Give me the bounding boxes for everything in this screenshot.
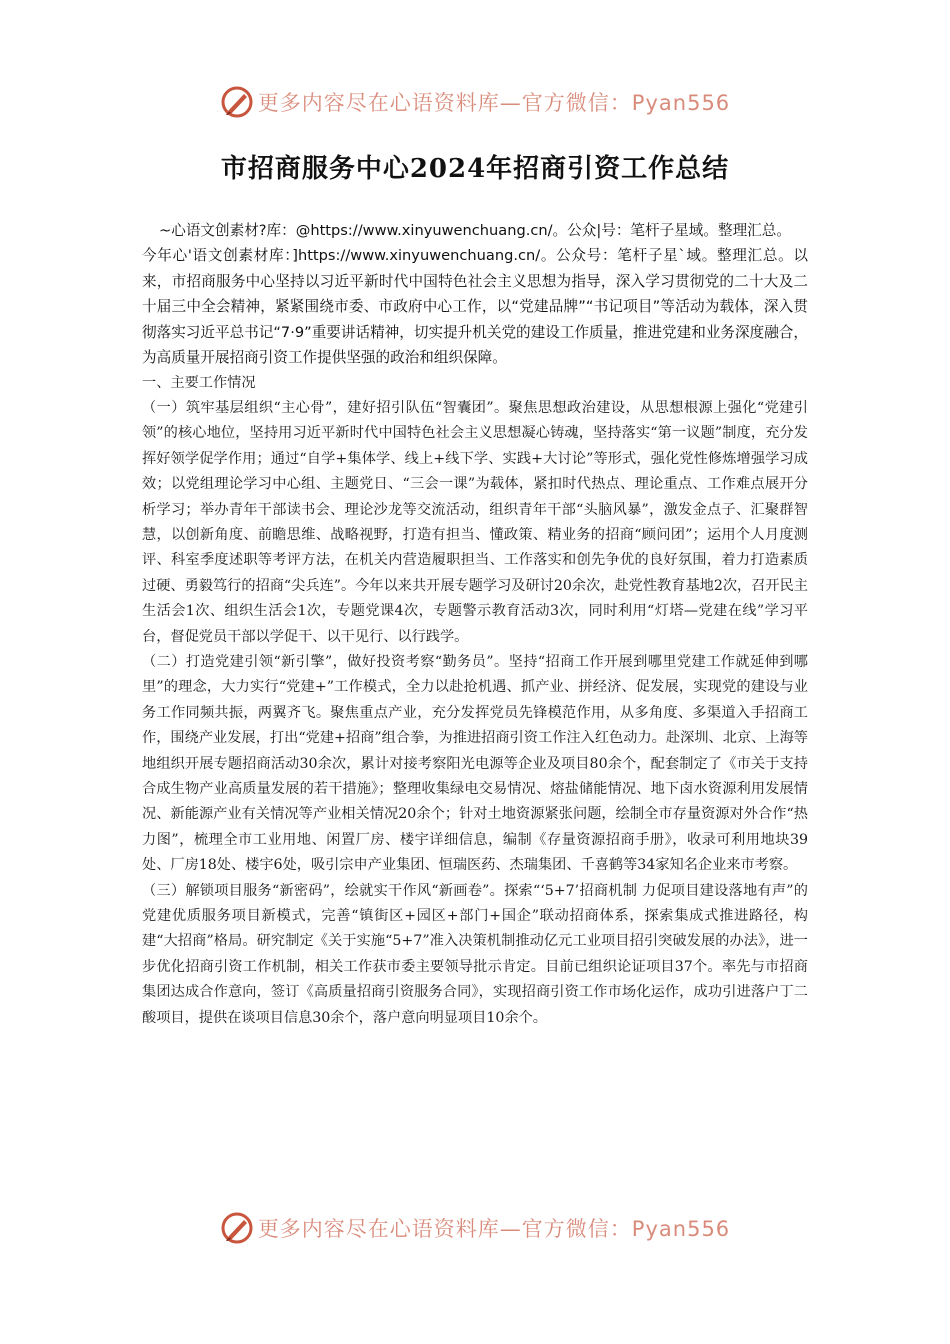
document-title: 市招商服务中心2024年招商引资工作总结: [220, 154, 730, 184]
document-body: [142, 218, 808, 1031]
source-line: ~心语文创素材?库：@https://www.xinyuwenchuang.cn/。公众|号：笔杆子星域。整理汇总。: [159, 222, 791, 239]
watermark-text: 更多内容尽在心语资料库—官方微信：Pyan556: [257, 1217, 731, 1241]
lead-paragraph: 今年心'语文创素材库：]https://www.xinyuwenchuang.cn/。公众号：笔杆子星`域。整理汇总。以来，市招商服务中心坚持以习近平新时代中国特色社会主义思想为指导，深入学习贯彻党的二十大及二十届三中全会精神，紧紧围绕市委、市政府中心工作，以“党建品牌”“书记项目”等活动为载体，深入贯彻落实习近平总书记“7·9”重要讲话精神，切实提升机关党的建设工作质量，推进党建和业务深度融合，为高质量开展招商引资工作提供坚强的政治和组织保障。: [142, 247, 808, 366]
paragraph-1: （一）筑牢基层组织“主心骨”，建好招引队伍“智囊团”。聚焦思想政治建设，从思想根源上强化“党建引领”的核心地位，坚持用习近平新时代中国特色社会主义思想凝心铸魂，坚持落实“第一议题”制度，充分发挥好领学促学作用；通过“自学+集体学、线上+线下学、实践+大讨论”等形式，强化党性修炼增强学习成效；以党组理论学习中心组、主题党日、“三会一课”为载体，紧扣时代热点、理论重点、工作难点展开分析学习；举办青年干部读书会、理论沙龙等交流活动，组织青年干部“头脑风暴”，激发金点子、汇聚群智慧，以创新角度、前瞻思维、战略视野，打造有担当、懂政策、精业务的招商“顾问团”；运用个人月度测评、科室季度述职等考评方法，在机关内营造履职担当、工作落实和创先争优的良好氛围，着力打造素质过硬、勇毅笃行的招商“尖兵连”。今年以来共开展专题学习及研讨20余次，赴党性教育基地2次，召开民主生活会1次、组织生活会1次，专题党课4次，专题警示教育活动3次，同时利用“灯塔—党建在线”学习平台，督促党员干部以学促干、以干见行、以行践学。: [142, 399, 808, 645]
brush-logo-icon: [220, 1211, 254, 1245]
watermark-text: 更多内容尽在心语资料库—官方微信：Pyan556: [257, 91, 731, 115]
brush-logo-icon: [220, 85, 254, 119]
paragraph-2: （二）打造党建引领“新引擎”，做好投资考察“勤务员”。坚持“招商工作开展到哪里党建工作就延伸到哪里”的理念，大力实行“党建+”工作模式，全力以赴抢机遇、抓产业、拼经济、促发展，实现党的建设与业务工作同频共振，两翼齐飞。聚焦重点产业，充分发挥党员先锋模范作用，从多角度、多渠道入手招商工作，围绕产业发展，打出“党建+招商”组合拳，为推进招商引资工作注入红色动力。赴深圳、北京、上海等地组织开展专题招商活动30余次，累计对接考察阳光电源等企业及项目80余个，配套制定了《市关于支持合成生物产业高质量发展的若干措施》；整理收集绿电交易情况、熔盐储能情况、地下卤水资源利用发展情况、新能源产业有关情况等产业相关情况20余个；针对土地资源紧张问题，绘制全市存量资源对外合作“热力图”，梳理全市工业用地、闲置厂房、楼宇详细信息，编制《存量资源招商手册》，收录可利用地块39处、厂房18处、楼宇6处，吸引宗申产业集团、恒瑞医药、杰瑞集团、千喜鹤等34家知名企业来市考察。: [142, 653, 808, 874]
paragraph-3: （三）解锁项目服务“新密码”，绘就实干作风“新画卷”。探索“‘5+7’招商机制 力促项目建设落地有声”的党建优质服务项目新模式，完善“镇街区+园区+部门+国企”联动招商体系，探索集成式推进路径，构建“大招商”格局。研究制定《关于实施“5+7”准入决策机制推动亿元工业项目招引突破发展的办法》，进一步优化招商引资工作机制，相关工作获市委主要领导批示肯定。目前已组织论证项目37个。率先与市招商集团达成合作意向，签订《高质量招商引资服务合同》，实现招商引资工作市场化运作，成功引进落户丁二酸项目，提供在谈项目信息30余个，落户意向明显项目10余个。: [142, 882, 808, 1026]
section-heading: 一、主要工作情况: [142, 374, 256, 391]
watermark-banner-top: [0, 80, 950, 124]
watermark-banner-bottom: [0, 1206, 950, 1250]
